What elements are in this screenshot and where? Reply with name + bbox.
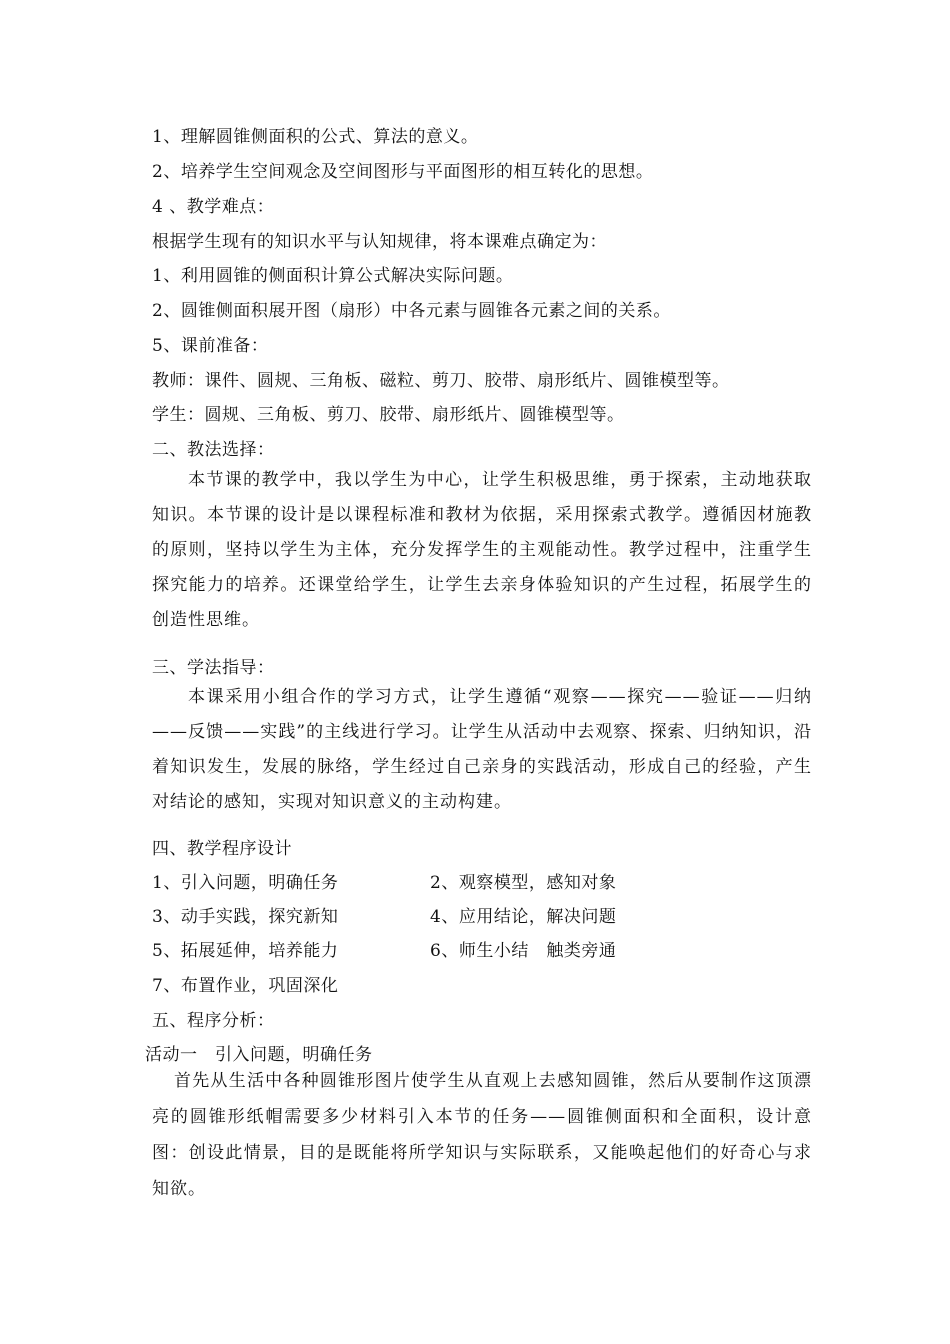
activity-title: 活动一 引入问题，明确任务 [145, 1045, 373, 1065]
procedure-step-7: 7、布置作业，巩固深化 [152, 976, 339, 996]
preparation-student: 学生：圆规、三角板、剪刀、胶带、扇形纸片、圆锥模型等。 [152, 405, 625, 425]
analysis-heading: 五、程序分析： [152, 1011, 275, 1031]
study-heading: 三、学法指导： [152, 658, 275, 678]
preparation-teacher: 教师：课件、圆规、三角板、磁粒、剪刀、胶带、扇形纸片、圆锥模型等。 [152, 371, 730, 391]
difficulty-heading: 4 、教学难点： [152, 197, 275, 217]
procedure-heading: 四、教学程序设计 [152, 839, 292, 859]
procedure-step-1: 1、引入问题，明确任务 [152, 873, 339, 893]
procedure-step-4: 4、应用结论，解决问题 [430, 907, 617, 927]
analysis-paragraph: 首先从生活中各种圆锥形图片使学生从直观上去感知圆锥，然后从要制作这顶漂亮的圆锥形纸帽需要多少材料引入本节的任务——圆锥侧面积和全面积，设计意图：创设此情景，目的是既能将所学知识与实际联系，又能唤起他们的好奇心与求知欲。 [152, 1071, 812, 1199]
goal-item-1: 1、理解圆锥侧面积的公式、算法的意义。 [152, 127, 479, 147]
goal-item-2: 2、培养学生空间观念及空间图形与平面图形的相互转化的思想。 [152, 162, 654, 182]
difficulty-item-2: 2、圆锥侧面积展开图（扇形）中各元素与圆锥各元素之间的关系。 [152, 301, 671, 321]
method-heading: 二、教法选择： [152, 440, 275, 460]
study-paragraph: 本课采用小组合作的学习方式，让学生遵循“观察——探究——验证——归纳——反馈——实践”的主线进行学习。让学生从活动中去观察、探索、归纳知识，沿着知识发生，发展的脉络，学生经过自己亲身的实践活动，形成自己的经验，产生对结论的感知，实现对知识意义的主动构建。 [152, 687, 812, 812]
procedure-step-2: 2、观察模型，感知对象 [430, 873, 617, 893]
procedure-step-3: 3、动手实践，探究新知 [152, 907, 339, 927]
method-paragraph: 本节课的教学中，我以学生为中心，让学生积极思维，勇于探索，主动地获取知识。本节课的设计是以课程标准和教材为依据，采用探索式教学。遵循因材施教的原则，坚持以学生为主体，充分发挥学生的主观能动性。教学过程中，注重学生探究能力的培养。还课堂给学生，让学生去亲身体验知识的产生过程，拓展学生的创造性思维。 [152, 470, 812, 630]
difficulty-item-1: 1、利用圆锥的侧面积计算公式解决实际问题。 [152, 266, 514, 286]
difficulty-intro: 根据学生现有的知识水平与认知规律，将本课难点确定为： [152, 232, 607, 252]
procedure-step-6: 6、师生小结 触类旁通 [430, 941, 617, 961]
preparation-heading: 5、课前准备： [152, 336, 269, 356]
procedure-step-5: 5、拓展延伸，培养能力 [152, 941, 339, 961]
